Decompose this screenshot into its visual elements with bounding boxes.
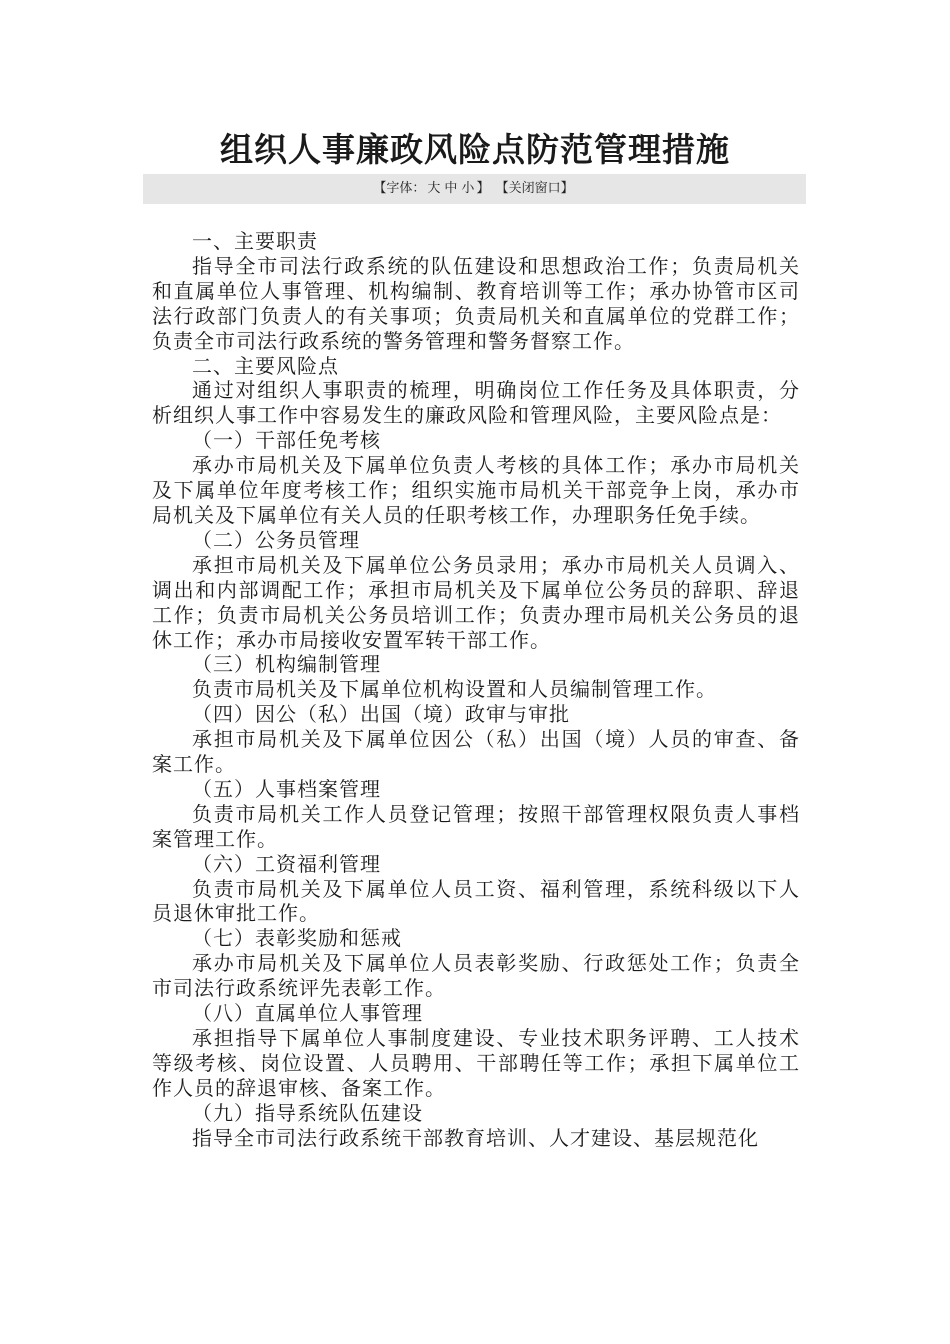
subsection-heading: （五）人事档案管理	[192, 776, 381, 801]
paragraph: 承办市局机关及下属单位负责人考核的具体工作；承办市局机关及下属单位年度考核工作；组织实施市局机关干部竞争上岗，承办市局机关及下属单位有关人员的任职考核工作，办理职务任免手续。	[152, 453, 800, 527]
section-heading: 二、主要风险点	[192, 353, 339, 378]
article-body	[152, 229, 800, 1151]
font-large-link[interactable]: 大	[427, 181, 441, 196]
subsection-heading: （三）机构编制管理	[192, 652, 381, 677]
font-toolbar	[143, 174, 806, 204]
font-small-link[interactable]: 小	[461, 181, 475, 196]
subsection-heading: （九）指导系统队伍建设	[192, 1100, 423, 1125]
font-medium-link[interactable]: 中	[444, 181, 458, 196]
section-heading: 一、主要职责	[192, 229, 318, 253]
subsection-heading: （四）因公（私）出国（境）政审与审批	[192, 702, 570, 727]
paragraph: 负责市局机关工作人员登记管理；按照干部管理权限负责人事档案管理工作。	[152, 801, 800, 851]
paragraph: 指导全市司法行政系统的队伍建设和思想政治工作；负责局机关和直属单位人事管理、机构编制、教育培训等工作；承办协管市区司法行政部门负责人的有关事项；负责局机关和直属单位的党群工作；负责全市司法行政系统的警务管理和警务督察工作。	[152, 253, 800, 353]
font-label-end: 】	[476, 181, 490, 196]
paragraph: 承办市局机关及下属单位人员表彰奖励、行政惩处工作；负责全市司法行政系统评先表彰工作。	[152, 951, 800, 1001]
subsection-heading: （七）表彰奖励和惩戒	[192, 926, 402, 951]
font-label: 【字体：	[373, 181, 426, 196]
page-title: 组织人事廉政风险点防范管理措施	[220, 130, 730, 169]
close-window-link[interactable]: 【关闭窗口】	[495, 181, 574, 196]
subsection-heading: （二）公务员管理	[192, 527, 360, 552]
paragraph: 承担指导下属单位人事制度建设、专业技术职务评聘、工人技术等级考核、岗位设置、人员聘用、干部聘任等工作；承担下属单位工作人员的辞退审核、备案工作。	[152, 1026, 800, 1100]
paragraph: 承担市局机关及下属单位公务员录用；承办市局机关人员调入、调出和内部调配工作；承担市局机关及下属单位公务员的辞职、辞退工作；负责市局机关公务员培训工作；负责办理市局机关公务员的退休工作；承办市局接收安置军转干部工作。	[152, 552, 800, 652]
subsection-heading: （八）直属单位人事管理	[192, 1001, 423, 1026]
paragraph: 负责市局机关及下属单位机构设置和人员编制管理工作。	[192, 677, 717, 702]
subsection-heading: （一）干部任免考核	[192, 428, 381, 453]
paragraph: 负责市局机关及下属单位人员工资、福利管理，系统科级以下人员退休审批工作。	[152, 876, 800, 926]
paragraph: 指导全市司法行政系统干部教育培训、人才建设、基层规范化	[192, 1125, 759, 1150]
subsection-heading: （六）工资福利管理	[192, 851, 381, 876]
paragraph: 通过对组织人事职责的梳理，明确岗位工作任务及具体职责，分析组织人事工作中容易发生的廉政风险和管理风险，主要风险点是：	[152, 378, 800, 428]
paragraph: 承担市局机关及下属单位因公（私）出国（境）人员的审查、备案工作。	[152, 727, 800, 777]
